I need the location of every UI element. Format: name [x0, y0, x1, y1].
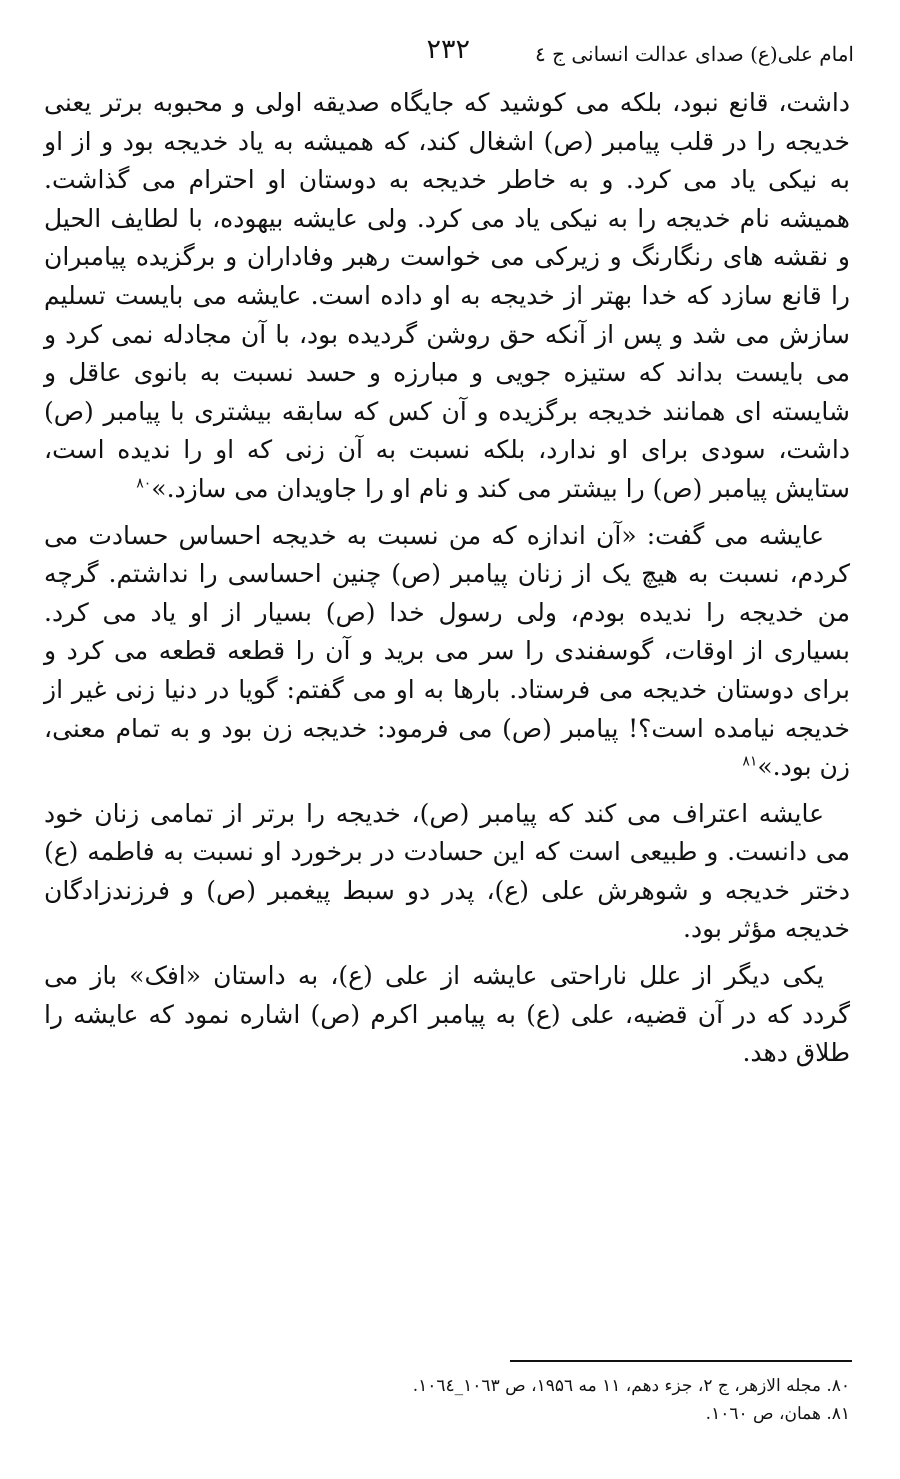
footnote-divider [510, 1360, 852, 1362]
footnote-ref-80: ۸۰ [136, 475, 152, 492]
footnotes [44, 1372, 850, 1428]
footnote-ref-81: ۸۱ [742, 753, 758, 770]
paragraph-3: عایشه اعتراف می کند که پیامبر (ص)، خدیجه را برتر از تمامی زنان خود می دانست. و طبیعی است که این حسادت در برخورد او نسبت به فاطمه (ع) دختر خدیجه و شوهرش علی (ع)، پدر دو سبط پیغمبر (ص) و فرزندزادگان خدیجه مؤثر بود. [44, 798, 850, 944]
running-header [40, 34, 860, 78]
footnote-80: ۸۰. مجله الازهر، ج ۲، جزء دهم، ۱۱ مه ۱۹۵٦، ص ۱۰٦۳_۱۰٦٤. [412, 1376, 850, 1396]
paragraph-1-text: داشت، قانع نبود، بلکه می کوشید که جایگاه صدیقه اولی و محبوبه برتر یعنی خدیجه را در قلب پیامبر (ص) اشغال کند، که همیشه به یاد خدیجه بود و از او به نیکی یاد می کرد. و به خاطر خدیجه به دوستان او احترام می گذاشت. همیشه نام خدیجه را به نیکی یاد می کرد. ولی عایشه بیهوده، با لطایف الحیل و نقشه های رنگارنگ و زیرکی می خواست رهبر وفاداران و برگزیده پیامبران را قانع سازد که خدا بهتر از خدیجه به او داده است. عایشه می بایست تسلیم سازش می شد و پس از آنکه حق روشن گردیده بود، با آن مجادله نمی کرد و می بایست بداند که ستیزه جویی و مبارزه و حسد نسبت به بانوی عاقل و شایسته ای همانند خدیجه برگزیده و آن کس که سابقه بیشتری با پیامبر (ص) داشت، سودی برای او ندارد، بلکه نسبت به آن زنی که او را ندیده است، ستایش پیامبر (ص) را بیشتر می کند و نام او را جاویدان می سازد.» [44, 88, 850, 503]
body-text [44, 84, 850, 1081]
paragraph-2-text: عایشه می گفت: «آن اندازه که من نسبت به خدیجه احساس حسادت می کردم، نسبت به هیچ یک از زنان پیامبر (ص) چنین احساسی را نداشتم. گرچه من خدیجه را ندیده بودم، ولی رسول خدا (ص) بسیار از او یاد می کرد. بسیاری از اوقات، گوسفندی را سر می برید و آن را قطعه قطعه می کرد و برای دوستان خدیجه می فرستاد. بارها به او می گفتم: گویا در دنیا زنی غیر از خدیجه نیامده است؟! پیامبر (ص) می فرمود: خدیجه زن بود و به تمام معنی، زن بود.» [44, 520, 850, 782]
paragraph-2 [44, 517, 850, 787]
paragraph-4: یکی دیگر از علل ناراحتی عایشه از علی (ع)، به داستان «افک» باز می گردد که در آن قضیه، علی (ع) به پیامبر اکرم (ص) اشاره نمود که عایشه را طلاق دهد. [44, 961, 850, 1068]
book-title-header: امام علی(ع) صدای عدالت انسانی ج ٤ [534, 42, 854, 66]
footnote-81: ۸۱. همان، ص ۱۰٦۰. [705, 1404, 850, 1424]
paragraph-1 [44, 84, 850, 509]
page-number: ۲۳۲ [426, 34, 470, 65]
